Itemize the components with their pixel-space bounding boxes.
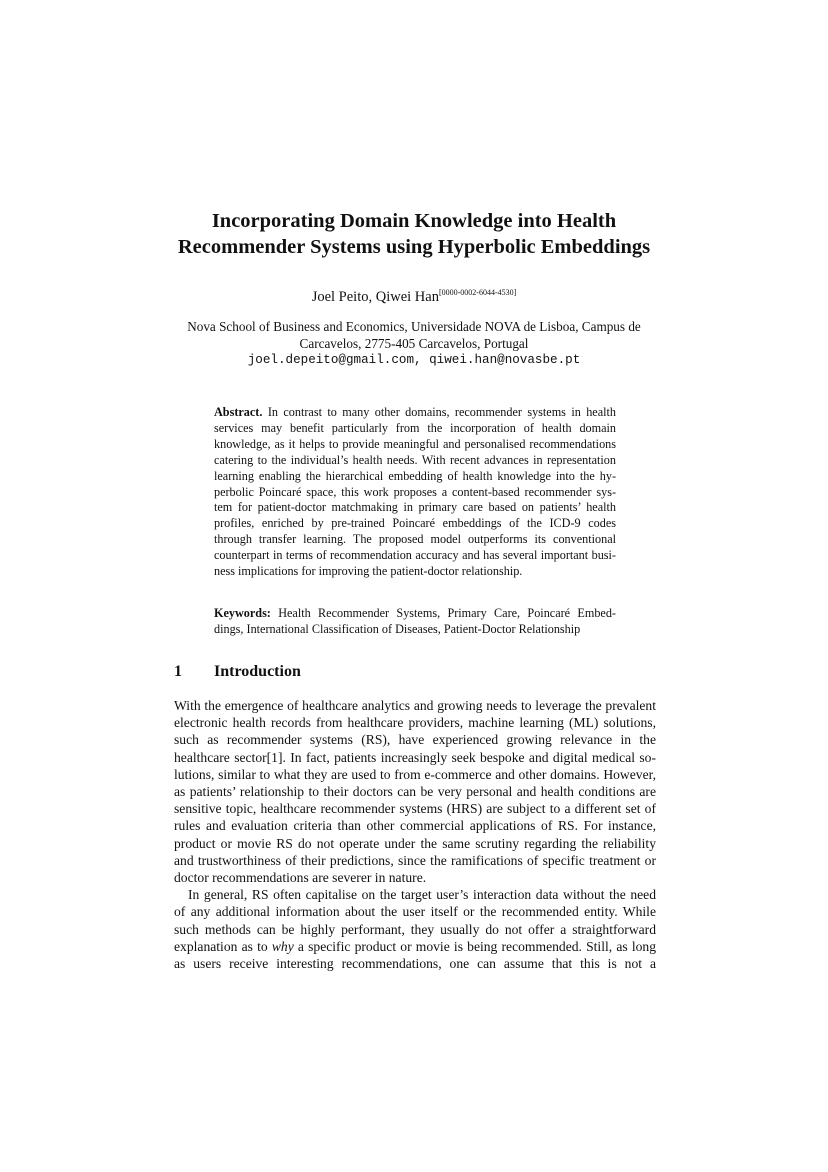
- affiliation-line-1: Nova School of Business and Economics, Universidade NOVA de Lisboa, Campus de: [187, 319, 641, 334]
- abstract: [214, 405, 616, 580]
- affiliation-line-2: Carcavelos, 2775-405 Carcavelos, Portugal: [299, 335, 529, 351]
- abstract-line: profiles, enriched by pre-trained Poincaré embeddings of the ICD-9 codes: [214, 516, 616, 531]
- body-text-fragment: explanation as to: [174, 938, 272, 954]
- body-line: sensitive topic, healthcare recommender systems (HRS) are subject to a different set of: [174, 801, 656, 817]
- body-text-fragment: a specific product or movie is being recommended. Still, as long: [293, 938, 656, 954]
- abstract-line: learning enabling the hierarchical embedding of health knowledge into the hy-: [214, 468, 616, 483]
- body-line: healthcare sector[1]. In fact, patients increasingly seek bespoke and digital medical so-: [174, 749, 656, 765]
- section-heading: [174, 662, 301, 682]
- body-line: doctor recommendations are severer in nature.: [174, 870, 427, 886]
- body-line: product or movie RS do not operate under the same scrutiny regarding the reliability: [174, 835, 656, 851]
- body-line: rules and evaluation criteria than other commercial applications of RS. For instance,: [174, 818, 656, 834]
- abstract-line: through transfer learning. The proposed model outperforms its conventional: [214, 532, 616, 547]
- body-line: such methods can be highly performant, they usually do not offer a straightforward: [174, 921, 656, 937]
- body-line: such as recommender systems (RS), have experienced growing relevance in the: [174, 732, 656, 748]
- emphasis-why: why: [271, 938, 294, 954]
- body-line: as patients’ relationship to their doctors can be very personal and health conditions are: [174, 784, 656, 800]
- abstract-line: counterpart in terms of recommendation accuracy and has several important busi-: [214, 548, 616, 563]
- body-line: as users receive interesting recommendations, one can assume that this is not a: [174, 956, 656, 972]
- title-line-2: Recommender Systems using Hyperbolic Embeddings: [177, 236, 651, 258]
- abstract-line: knowledge, as it helps to provide meaningful and personalised recommendations: [214, 436, 616, 451]
- section-number: 1: [174, 663, 182, 680]
- title-line-1: Incorporating Domain Knowledge into Health: [211, 210, 617, 232]
- affiliation: [120, 319, 708, 369]
- abstract-line: ness implications for improving the patient-doctor relationship.: [214, 564, 523, 579]
- abstract-line: tem for patient-doctor matchmaking in primary care based on patients’ health: [214, 500, 616, 515]
- orcid-id: [0000-0002-6044-4530]: [438, 288, 517, 297]
- author-names: Joel Peito, Qiwei Han: [311, 289, 439, 305]
- abstract-line: catering to the individual’s health needs. With recent advances in representation: [214, 452, 616, 467]
- keywords-line: [214, 606, 616, 622]
- keywords: [214, 606, 616, 638]
- body-text: [174, 697, 656, 972]
- author-emails: joel.depeito@gmail.com, qiwei.han@novasbe.pt: [247, 353, 581, 367]
- authors: [120, 288, 708, 306]
- keywords-line: dings, International Classification of Diseases, Patient-Doctor Relationship: [214, 621, 581, 636]
- keywords-text: Health Recommender Systems, Primary Care, Poincaré Embed-: [270, 606, 616, 620]
- abstract-text: In contrast to many other domains, recommender systems in health: [262, 405, 616, 419]
- abstract-line: [214, 405, 616, 421]
- abstract-line: perbolic Poincaré space, this work proposes a content-based recommender sys-: [214, 484, 616, 499]
- keywords-label: Keywords:: [214, 606, 271, 620]
- section-title: Introduction: [214, 663, 301, 680]
- abstract-line: services may benefit particularly from the incorporation of health domain: [214, 420, 616, 435]
- body-line: electronic health records from healthcare providers, machine learning (ML) solutions,: [174, 715, 656, 731]
- body-line: of any additional information about the user itself or the recommended entity. While: [174, 904, 656, 920]
- body-line: [174, 938, 656, 955]
- body-line: lutions, similar to what they are used to from e-commerce and other domains. However,: [174, 766, 656, 782]
- body-line: With the emergence of healthcare analytics and growing needs to leverage the prevalent: [174, 698, 656, 713]
- body-line: and trustworthiness of their predictions, since the ramifications of specific treatment or: [174, 852, 656, 868]
- body-line: In general, RS often capitalise on the target user’s interaction data without the need: [188, 887, 656, 903]
- paper-title: [120, 208, 708, 260]
- abstract-label: Abstract.: [214, 405, 263, 419]
